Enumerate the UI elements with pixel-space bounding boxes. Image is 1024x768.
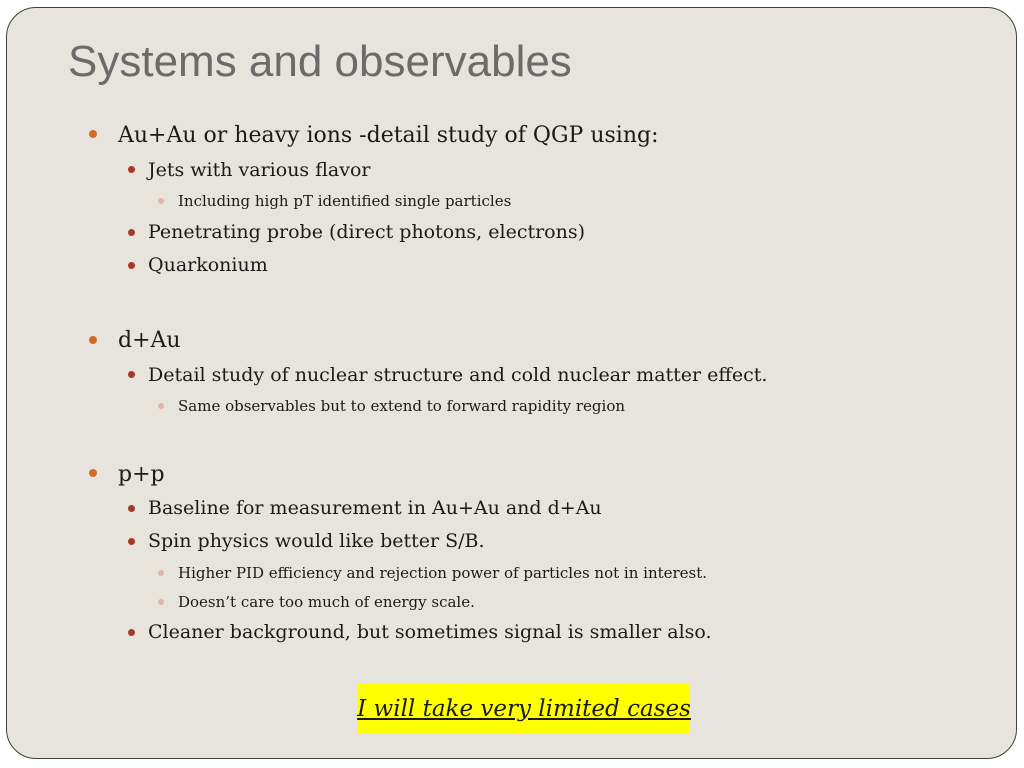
list-item-cleaner-background: Cleaner background, but sometimes signal is smaller also.	[148, 621, 712, 643]
sub-item-high-pt: Including high pT identified single particles	[178, 192, 512, 210]
bullet-level1-icon	[89, 130, 97, 138]
bullet-level2-icon	[128, 505, 135, 512]
bullet-level2-icon	[128, 229, 135, 236]
list-item-quarkonium: Quarkonium	[148, 254, 268, 276]
bullet-level3-icon	[158, 570, 164, 576]
bullet-level1-icon	[89, 469, 97, 477]
bullet-level2-icon	[128, 166, 135, 173]
bullet-level3-icon	[158, 599, 164, 605]
sub-item-forward-rapidity: Same observables but to extend to forward rapidity region	[178, 397, 626, 415]
callout-text: I will take very limited cases	[357, 695, 691, 722]
bullet-level2-icon	[128, 538, 135, 545]
list-item-penetrating-probe: Penetrating probe (direct photons, electrons)	[148, 221, 586, 243]
sub-item-energy-scale: Doesn’t care too much of energy scale.	[178, 593, 475, 611]
list-item-spin-physics: Spin physics would like better S/B.	[148, 530, 485, 552]
section-heading-heavy-ions: Au+Au or heavy ions -detail study of QGP using:	[118, 123, 659, 148]
section-heading-p-p: p+p	[118, 462, 165, 487]
callout-highlight-box	[358, 683, 690, 734]
bullet-level3-icon	[158, 198, 164, 204]
list-item-nuclear-structure: Detail study of nuclear structure and cold nuclear matter effect.	[148, 364, 768, 386]
bullet-level2-icon	[128, 371, 135, 378]
bullet-level3-icon	[158, 403, 164, 409]
slide-title: Systems and observables	[68, 37, 572, 86]
section-heading-d-au: d+Au	[118, 328, 181, 353]
bullet-level1-icon	[89, 336, 97, 344]
list-item-jets: Jets with various flavor	[148, 159, 371, 181]
sub-item-pid-efficiency: Higher PID efficiency and rejection power of particles not in interest.	[178, 564, 708, 582]
list-item-baseline: Baseline for measurement in Au+Au and d+Au	[148, 497, 602, 519]
bullet-level2-icon	[128, 262, 135, 269]
bullet-level2-icon	[128, 629, 135, 636]
